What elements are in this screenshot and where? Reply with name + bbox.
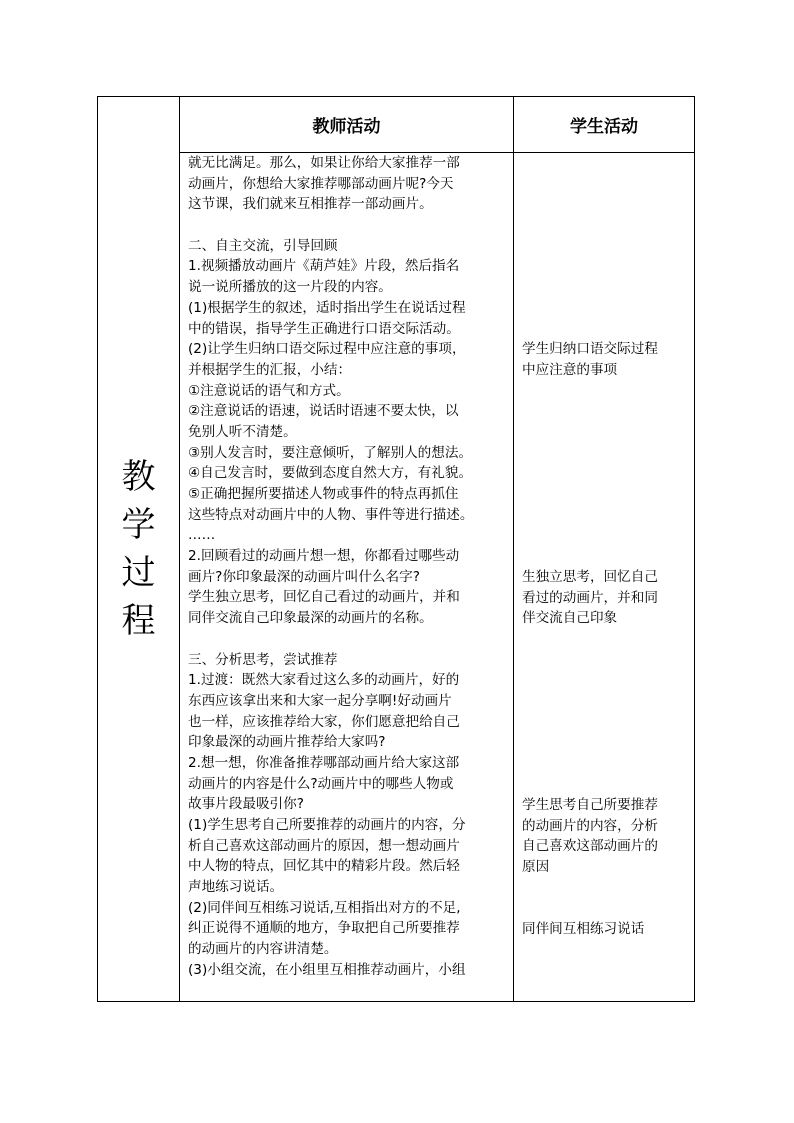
teacher-text-line: 印象最深的动画片推荐给大家吗? (188, 734, 386, 751)
teacher-text-line: 学生独立思考，回忆自己看过的动画片，并和 (188, 589, 460, 606)
student-note-line: 原因 (522, 859, 550, 876)
teacher-text-line: 也一样，应该推荐给大家，你们愿意把给自己 (188, 713, 460, 730)
teacher-text-line: ①注意说话的语气和方式。 (188, 382, 350, 399)
student-note-line: 学生归纳口语交际过程 (522, 341, 658, 357)
side-label-char: 教 (121, 457, 156, 497)
teacher-text-line: ②注意说话的语速，说话时语速不要太快，以 (188, 403, 459, 420)
student-note-line: 自己喜欢这部动画片的 (522, 838, 658, 855)
teacher-text-line: 并根据学生的汇报，小结： (188, 361, 352, 378)
teacher-text-line: 二、自主交流，引导回顾 (188, 237, 338, 254)
teacher-text-line: 这节课，我们就来互相推荐一部动画片。 (188, 196, 433, 213)
teacher-text-line: (3)小组交流，在小组里互相推荐动画片，小组 (188, 961, 466, 978)
student-note-line: 同伴间互相练习说话 (522, 921, 645, 937)
teacher-text-line: (1)学生思考自己所要推荐的动画片的内容，分 (188, 817, 466, 833)
student-note-line: 中应注意的事项 (522, 361, 618, 378)
side-label-char: 程 (121, 601, 156, 641)
teacher-text-line: 画片?你印象最深的动画片叫什么名字? (188, 568, 420, 585)
teacher-text-line: 1.视频播放动画片《葫芦娃》片段，然后指名 (188, 258, 460, 275)
teacher-text-line: 声地练习说话。 (188, 879, 284, 896)
student-activity-header: 学生活动 (514, 97, 695, 153)
teacher-text-line: ④自己发言时，要做到态度自然大方，有礼貌。 (188, 465, 473, 482)
teacher-activity-text (180, 153, 513, 981)
student-note-line: 看过的动画片，并和同 (522, 589, 658, 606)
teacher-text-line: (2)让学生归纳口语交际过程中应注意的事项， (188, 341, 466, 358)
teacher-text-line: 的动画片的内容讲清楚。 (188, 941, 338, 958)
teacher-text-line: 同伴交流自己印象最深的动画片的名称。 (188, 610, 433, 627)
student-note-line: 的动画片的内容，分析 (522, 817, 658, 834)
student-activity-cell (514, 153, 695, 1002)
student-note-line: 伴交流自己印象 (522, 610, 618, 627)
teacher-text-line: 2.想一想，你准备推荐哪部动画片给大家这部 (188, 754, 460, 771)
teacher-text-line: ⑤正确把握所要描述人物或事件的特点再抓住 (188, 486, 459, 502)
lesson-table (97, 96, 695, 1002)
teacher-text-line: (1)根据学生的叙述，适时指出学生在说话过程 (188, 299, 466, 316)
teacher-text-line: 东西应该拿出来和大家一起分享啊!好动画片 (188, 692, 452, 709)
teacher-text-line: 就无比满足。那么，如果让你给大家推荐一部 (188, 155, 460, 171)
teacher-text-line: 动画片，你想给大家推荐哪部动画片呢?今天 (188, 175, 454, 192)
student-note (522, 567, 690, 629)
header-row (98, 97, 695, 153)
teacher-text-line: 三、分析思考，尝试推荐 (188, 651, 338, 668)
teacher-text-line: 纠正说得不通顺的地方，争取把自己所要推荐 (188, 920, 460, 937)
teaching-process-label (98, 97, 180, 1002)
teacher-activity-header: 教师活动 (180, 97, 514, 153)
teacher-text-line: 这些特点对动画片中的人物、事件等进行描述。 (188, 506, 474, 523)
side-label-char: 过 (121, 553, 156, 593)
teacher-text-line: 中的错误，指导学生正确进行口语交际活动。 (188, 320, 460, 337)
teacher-text-line: 说一说所播放的这一片段的内容。 (188, 279, 392, 296)
side-label-char: 学 (121, 505, 156, 545)
teacher-text-line: 中人物的特点，回忆其中的精彩片段。然后轻 (188, 858, 460, 875)
teacher-activity-cell (180, 153, 514, 1002)
teacher-text-line: ③别人发言时，要注意倾听，了解别人的想法。 (188, 444, 473, 461)
student-note (522, 919, 690, 940)
teacher-text-line: 2.回顾看过的动画片想一想，你都看过哪些动 (188, 548, 460, 565)
teacher-text-line: 1.过渡：既然大家看过这么多的动画片，好的 (188, 672, 460, 689)
student-note-line: 学生思考自己所要推荐 (522, 797, 658, 813)
student-note (522, 795, 690, 878)
teacher-text-line: 故事片段最吸引你? (188, 796, 304, 813)
teacher-text-line (188, 629, 510, 650)
teacher-text-line: (2)同伴间互相练习说话,互相指出对方的不足, (188, 899, 461, 916)
teacher-text-line: 免别人听不清楚。 (188, 423, 297, 440)
student-note (522, 339, 690, 380)
teacher-text-line (188, 215, 510, 236)
teacher-text-line: 动画片的内容是什么?动画片中的哪些人物或 (188, 775, 454, 792)
student-note-line: 生独立思考，回忆自己 (522, 569, 658, 585)
content-row (98, 153, 695, 1002)
teacher-text-line: 析自己喜欢这部动画片的原因，想一想动画片 (188, 837, 460, 854)
teacher-text-line: …… (188, 527, 216, 544)
